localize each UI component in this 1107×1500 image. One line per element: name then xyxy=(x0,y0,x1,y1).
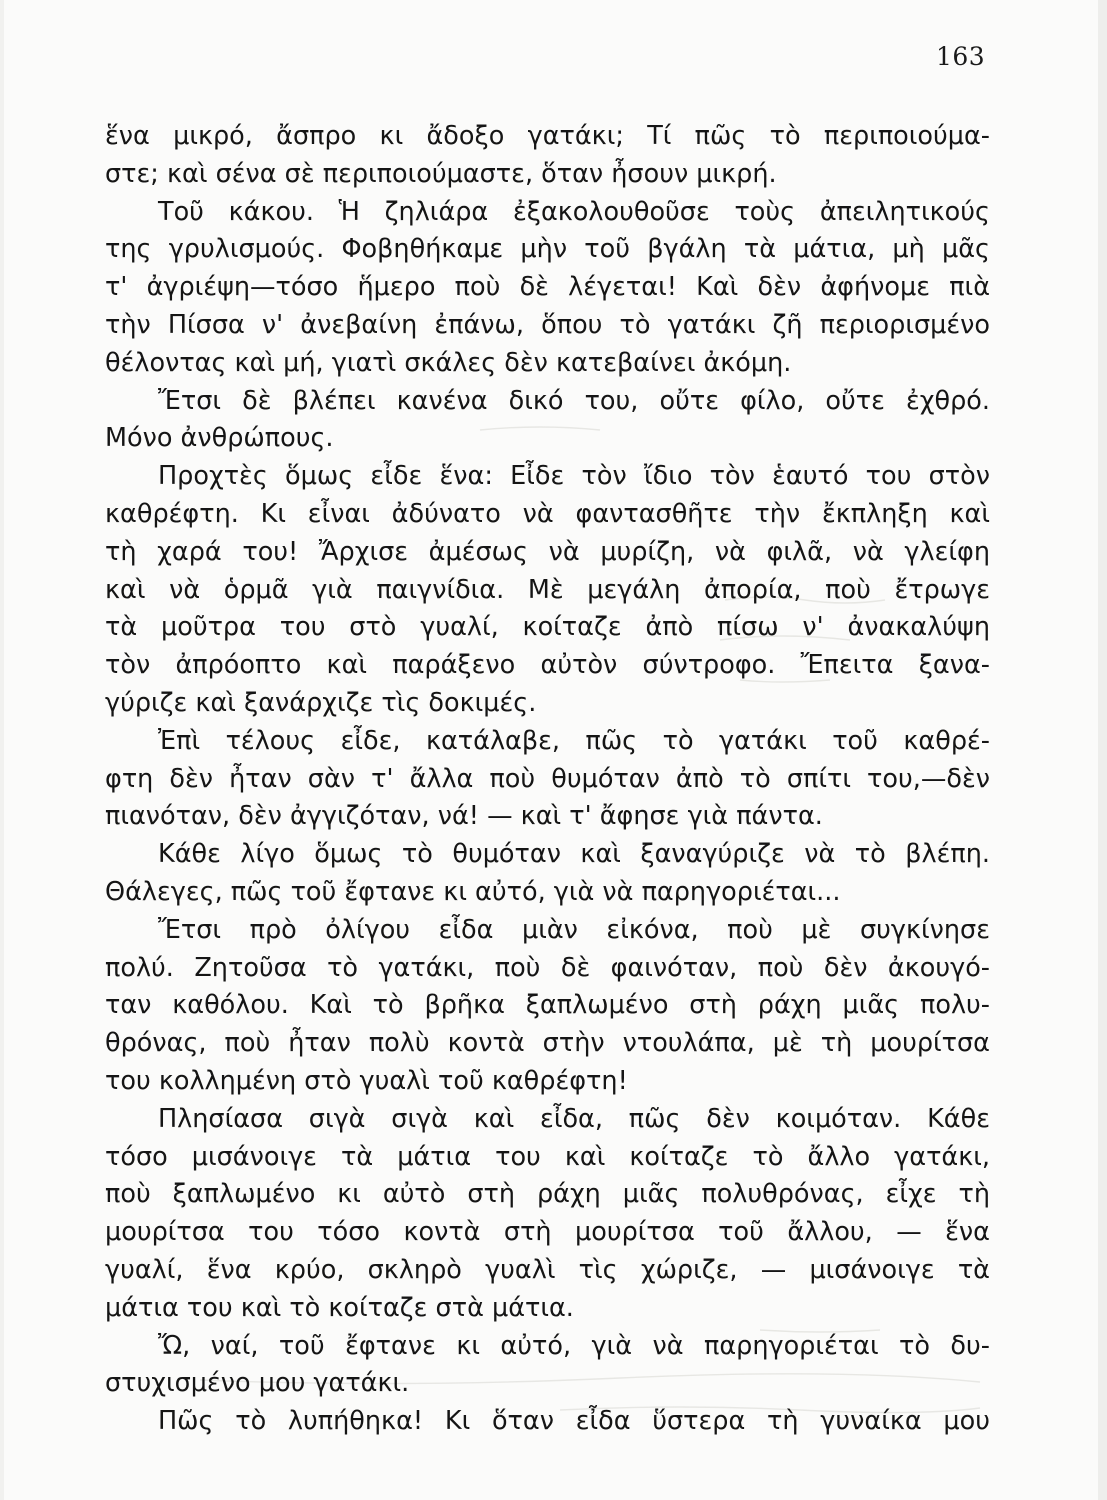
text-line: ποὺ ξαπλωμένο κι αὐτὸ στὴ ράχη μιᾶς πολυθρόνας, εἶχε τὴ xyxy=(105,1179,990,1210)
text-line: στυχισμένο μου γατάκι. xyxy=(105,1368,410,1399)
text-line: καθρέφτη. Κι εἶναι ἀδύνατο νὰ φαντασθῆτε τὴν ἔκπληξη καὶ xyxy=(105,498,990,529)
text-line: πιανόταν, δὲν ἀγγιζόταν, νά! — καὶ τ' ἄφησε γιὰ πάντα. xyxy=(105,801,823,832)
text-line: μουρίτσα του τόσο κοντὰ στὴ μουρίτσα τοῦ ἄλλου, — ἕνα xyxy=(105,1217,990,1248)
text-line: Πῶς τὸ λυπήθηκα! Κι ὅταν εἶδα ὕστερα τὴ γυναίκα μου xyxy=(158,1406,990,1437)
page-number: 163 xyxy=(936,42,986,71)
text-line: γυαλί, ἕνα κρύο, σκληρὸ γυαλὶ τὶς χώριζε, — μισάνοιγε τὰ xyxy=(105,1254,990,1285)
text-line: Ὤ, ναί, τοῦ ἔφτανε κι αὐτό, γιὰ νὰ παρηγοριέται τὸ δυ- xyxy=(158,1330,990,1361)
text-line: γύριζε καὶ ξανάρχιζε τὶς δοκιμές. xyxy=(105,687,537,718)
text-line: Θάλεγες, πῶς τοῦ ἔφτανε κι αὐτό, γιὰ νὰ παρηγοριέται... xyxy=(105,876,841,907)
text-line: Πλησίασα σιγὰ σιγὰ καὶ εἶδα, πῶς δὲν κοιμόταν. Κάθε xyxy=(158,1103,990,1134)
text-line: τὴν Πίσσα ν' ἀνεβαίνη ἐπάνω, ὅπου τὸ γατάκι ζῆ περιορισμένο xyxy=(105,309,990,340)
text-line: τ' ἀγριέψη—τόσο ἥμερο ποὺ δὲ λέγεται! Καὶ δὲν ἀφήνομε πιὰ xyxy=(105,272,990,303)
text-line: στε; καὶ σένα σὲ περιποιούμαστε, ὅταν ἦσουν μικρή. xyxy=(105,158,777,189)
text-line: τόσο μισάνοιγε τὰ μάτια του καὶ κοίταζε τὸ ἄλλο γατάκι, xyxy=(105,1141,990,1172)
text-line: Τοῦ κάκου. Ἡ ζηλιάρα ἐξακολουθοῦσε τοὺς ἀπειλητικούς xyxy=(158,196,990,227)
text-line: ἕνα μικρό, ἄσπρο κι ἄδοξο γατάκι; Τί πῶς τὸ περιποιούμα- xyxy=(105,121,990,151)
text-line: θέλοντας καὶ μή, γιατὶ σκάλες δὲν κατεβαίνει ἀκόμη. xyxy=(105,347,792,378)
text-line: Ἐπὶ τέλους εἶδε, κατάλαβε, πῶς τὸ γατάκι τοῦ καθρέ- xyxy=(158,725,990,756)
body-text xyxy=(105,118,990,1441)
text-line: τὴ χαρά του! Ἄρχισε ἀμέσως νὰ μυρίζη, νὰ φιλᾶ, νὰ γλείφη xyxy=(105,536,990,567)
text-line: τὸν ἀπρόοπτο καὶ παράξενο αὐτὸν σύντροφο. Ἔπειτα ξανα- xyxy=(105,650,990,681)
text-line: του κολλημένη στὸ γυαλὶ τοῦ καθρέφτη! xyxy=(105,1065,628,1096)
text-line: φτη δὲν ἦταν σὰν τ' ἄλλα ποὺ θυμόταν ἀπὸ τὸ σπίτι του,—δὲν xyxy=(105,763,990,794)
text-line: Κάθε λίγο ὅμως τὸ θυμόταν καὶ ξαναγύριζε νὰ τὸ βλέπη. xyxy=(158,839,990,870)
text-line: Προχτὲς ὅμως εἶδε ἕνα: Εἶδε τὸν ἴδιο τὸν ἑαυτό του στὸν xyxy=(158,461,990,492)
text-line: Ἔτσι δὲ βλέπει κανένα δικό του, οὔτε φίλο, οὔτε ἐχθρό. xyxy=(158,385,990,416)
text-line: της γρυλισμούς. Φοβηθήκαμε μὴν τοῦ βγάλη τὰ μάτια, μὴ μᾶς xyxy=(105,234,990,265)
text-line: Ἔτσι πρὸ ὀλίγου εἶδα μιὰν εἰκόνα, ποὺ μὲ συγκίνησε xyxy=(158,914,990,945)
text-line: καὶ νὰ ὁρμᾶ γιὰ παιγνίδια. Μὲ μεγάλη ἀπορία, ποὺ ἔτρωγε xyxy=(105,574,990,605)
text-line: θρόνας, ποὺ ἦταν πολὺ κοντὰ στὴν ντουλάπα, μὲ τὴ μουρίτσα xyxy=(105,1028,990,1059)
text-line: τὰ μοῦτρα του στὸ γυαλί, κοίταζε ἀπὸ πίσω ν' ἀνακαλύψη xyxy=(105,612,990,643)
text-line: ταν καθόλου. Καὶ τὸ βρῆκα ξαπλωμένο στὴ ράχη μιᾶς πολυ- xyxy=(105,990,990,1021)
text-line: μάτια του καὶ τὸ κοίταζε στὰ μάτια. xyxy=(105,1292,574,1323)
text-line: πολύ. Ζητοῦσα τὸ γατάκι, ποὺ δὲ φαινόταν, ποὺ δὲν ἀκουγό- xyxy=(105,952,990,983)
text-line: Μόνο ἀνθρώπους. xyxy=(105,423,334,454)
